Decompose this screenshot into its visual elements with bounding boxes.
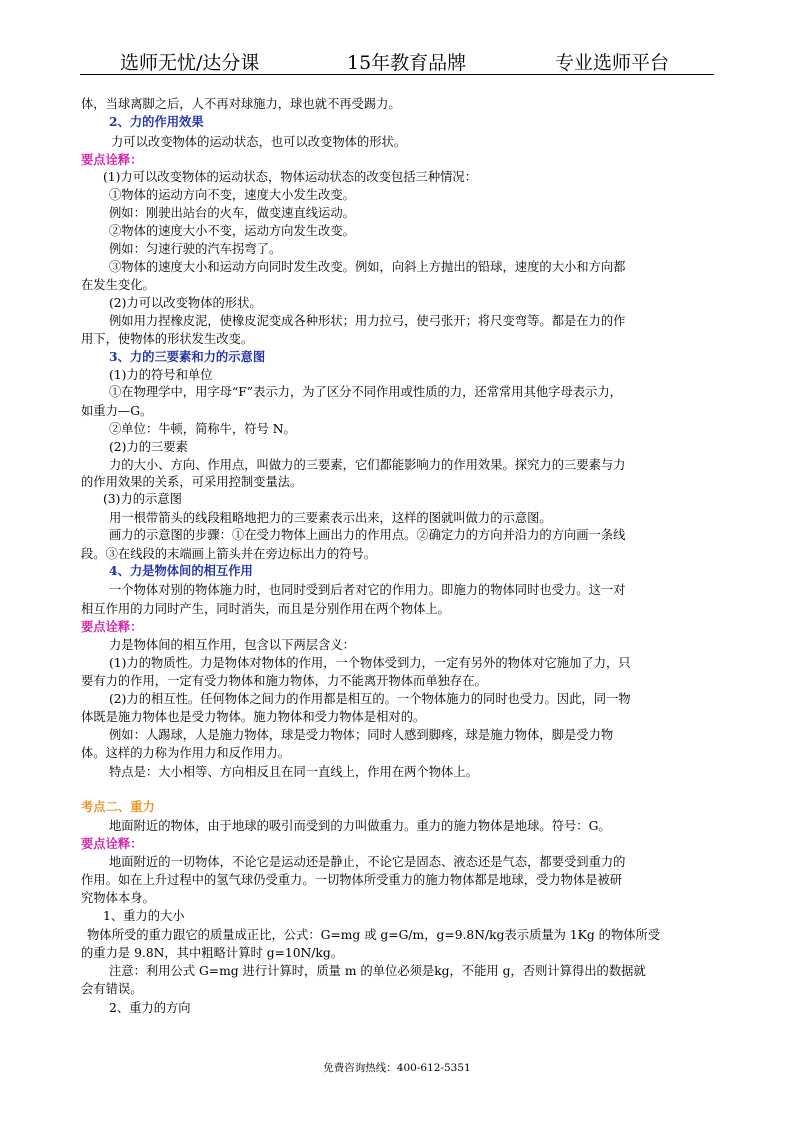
text-line: 如重力—G。 (81, 404, 153, 418)
text-line: 在发生变化。 (81, 278, 155, 292)
text-line: 用一根带箭头的线段粗略地把力的三要素表示出来，这样的图就叫做力的示意图。 (109, 511, 552, 525)
text-line: 作用。如在上升过程中的氢气球仍受重力。一切物体所受重力的施力物体都是地球，受力物体是被研 (81, 873, 623, 887)
text-line: 例如：人踢球，人是施力物体，球是受力物体；同时人感到脚疼，球是施力物体，脚是受力物 (109, 728, 614, 742)
text-line: ①在物理学中，用字母“F”表示力，为了区分不同作用或性质的力，还常常用其他字母表示力， (109, 385, 622, 399)
section-heading: 4、力是物体间的相互作用 (109, 563, 253, 578)
text-line: 的作用效果的关系，可采用控制变量法。 (81, 475, 303, 489)
header-slogan: 15年教育品牌 (347, 52, 467, 74)
text-line: (2)力的三要素 (109, 440, 188, 454)
text-line: 物体所受的重力跟它的质量成正比，公式：G=mg 或 g=G/m，g=9.8N/kg表示质量为 1Kg 的物体所受 (87, 928, 661, 942)
text-line: 注意：利用公式 G=mg 进行计算时，质量 m 的单位必须是kg，不能用 g，否则计算得出的数据就 (109, 964, 646, 978)
text-line: (1)力的物质性。力是物体对物体的作用，一个物体受到力，一定有另外的物体对它施加了力，只 (109, 656, 631, 670)
text-line: 会有错误。 (81, 982, 143, 996)
text-line: 例如用力捏橡皮泥，使橡皮泥变成各种形状；用力拉弓，使弓张开；将尺变弯等。都是在力的作 (109, 314, 626, 328)
text-line: 例如：刚驶出站台的火车，做变速直线运动。 (109, 206, 355, 220)
topic-heading: 考点二、重力 (81, 799, 155, 814)
text-line: (3)力的示意图 (103, 492, 182, 506)
text-line: ②单位：牛顿，简称牛，符号 N。 (109, 422, 296, 436)
page-header (0, 48, 794, 74)
text-line: (2)力的相互性。任何物体之间力的作用都是相互的。一个物体施力的同时也受力。因此，同一物 (109, 692, 631, 706)
text-line: 用下，使物体的形状发生改变。 (81, 332, 254, 346)
text-line: (1)力可以改变物体的运动状态，物体运动状态的改变包括三种情况： (103, 170, 478, 184)
text-line: 相互作用的力同时产生，同时消失，而且是分别作用在两个物体上。 (81, 602, 450, 616)
section-heading: 3、力的三要素和力的示意图 (109, 349, 266, 364)
text-line: 地面附近的物体，由于地球的吸引而受到的力叫做重力。重力的施力物体是地球。符号：G。 (109, 819, 611, 833)
text-line: 体。这样的力称为作用力和反作用力。 (81, 746, 291, 760)
text-line: 1、重力的大小 (103, 909, 185, 923)
key-point-label: 要点诠释： (81, 152, 143, 167)
text-line: (1)力的符号和单位 (109, 368, 213, 382)
key-point-label: 要点诠释： (81, 836, 143, 851)
text-line: 的重力是 9.8N，其中粗略计算时 g=10N/kg。 (81, 946, 344, 960)
section-heading: 2、力的作用效果 (109, 114, 204, 129)
text-line: ②物体的速度大小不变，运动方向发生改变。 (109, 224, 355, 238)
text-line: 要有力的作用，一定有受力物体和施力物体，力不能离开物体而单独存在。 (81, 674, 487, 688)
text-line: (2)力可以改变物体的形状。 (109, 296, 262, 310)
text-line: 力的大小、方向、作用点，叫做力的三要素，它们都能影响力的作用效果。探究力的三要素与力 (109, 458, 626, 472)
text-line: 画力的示意图的步骤：①在受力物体上画出力的作用点。②确定力的方向并沿力的方向画一条线 (109, 528, 626, 542)
text-line: 体既是施力物体也是受力物体。施力物体和受力物体是相对的。 (81, 710, 426, 724)
header-brand: 选师无忧/达分课 (120, 52, 260, 74)
footer-hotline: 免费咨询热线：400-612-5351 (323, 1062, 471, 1074)
text-line: 特点是：大小相等、方向相反且在同一直线上，作用在两个物体上。 (109, 765, 478, 779)
header-rule (80, 74, 714, 75)
text-line: 力可以改变物体的运动状态，也可以改变物体的形状。 (111, 135, 407, 149)
text-line: 2、重力的方向 (109, 1001, 191, 1015)
key-point-label: 要点诠释： (81, 619, 143, 634)
text-line: 力是物体间的相互作用，包含以下两层含义： (109, 638, 355, 652)
text-line: 体，当球离脚之后，人不再对球施力，球也就不再受踢力。 (81, 97, 401, 111)
text-line: ①物体的运动方向不变，速度大小发生改变。 (109, 188, 355, 202)
text-line: 究物体本身。 (81, 891, 155, 905)
text-line: ③物体的速度大小和运动方向同时发生改变。例如，向斜上方抛出的铅球，速度的大小和方向都 (109, 260, 626, 274)
text-line: 地面附近的一切物体，不论它是运动还是静止，不论它是固态、液态还是气态，都要受到重力的 (109, 855, 626, 869)
text-line: 段。③在线段的末端画上箭头并在旁边标出力的符号。 (81, 547, 377, 561)
text-line: 例如：匀速行驶的汽车拐弯了。 (109, 242, 282, 256)
text-line: 一个物体对别的物体施力时，也同时受到后者对它的作用力。即施力的物体同时也受力。这一对 (109, 583, 626, 597)
header-platform: 专业选师平台 (555, 52, 670, 74)
